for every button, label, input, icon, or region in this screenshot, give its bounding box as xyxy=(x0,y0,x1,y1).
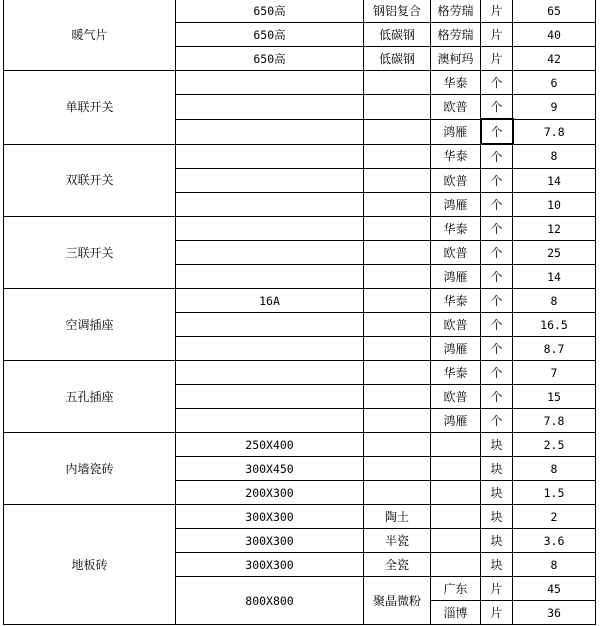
spec-cell[interactable] xyxy=(176,241,364,265)
unit-cell[interactable]: 块 xyxy=(481,457,513,481)
spec-cell[interactable]: 650高 xyxy=(176,23,364,47)
unit-cell[interactable]: 块 xyxy=(481,481,513,505)
material-cell[interactable] xyxy=(364,313,431,337)
brand-cell[interactable] xyxy=(431,481,481,505)
material-cell[interactable]: 低碳钢 xyxy=(364,47,431,71)
price-cell[interactable]: 36 xyxy=(513,601,596,625)
brand-cell[interactable]: 欧普 xyxy=(431,95,481,120)
spec-cell[interactable]: 300X300 xyxy=(176,529,364,553)
brand-cell[interactable]: 鸿雁 xyxy=(431,337,481,361)
material-cell[interactable]: 聚晶微粉 xyxy=(364,577,431,625)
material-cell[interactable] xyxy=(364,457,431,481)
unit-cell[interactable]: 片 xyxy=(481,23,513,47)
spec-cell[interactable]: 650高 xyxy=(176,47,364,71)
unit-cell[interactable]: 个 xyxy=(481,95,513,120)
price-cell[interactable]: 7.8 xyxy=(513,119,596,144)
brand-cell[interactable]: 淄博 xyxy=(431,601,481,625)
unit-cell[interactable]: 片 xyxy=(481,0,513,23)
brand-cell[interactable] xyxy=(431,553,481,577)
material-cell[interactable]: 陶土 xyxy=(364,505,431,529)
unit-cell[interactable]: 个 xyxy=(481,193,513,217)
category-cell[interactable]: 暖气片 xyxy=(4,0,176,71)
spec-cell[interactable] xyxy=(176,119,364,144)
material-cell[interactable] xyxy=(364,289,431,313)
spec-cell[interactable] xyxy=(176,193,364,217)
unit-cell[interactable]: 块 xyxy=(481,529,513,553)
material-cell[interactable] xyxy=(364,337,431,361)
table-row xyxy=(4,0,596,23)
brand-cell[interactable]: 欧普 xyxy=(431,313,481,337)
spec-cell[interactable]: 16A xyxy=(176,289,364,313)
spec-cell[interactable] xyxy=(176,95,364,120)
category-cell[interactable]: 双联开关 xyxy=(4,144,176,217)
spec-cell[interactable] xyxy=(176,361,364,385)
price-cell[interactable]: 8 xyxy=(513,289,596,313)
spec-cell[interactable]: 650高 xyxy=(176,0,364,23)
price-cell[interactable]: 8 xyxy=(513,144,596,169)
spec-cell[interactable]: 300X450 xyxy=(176,457,364,481)
unit-cell[interactable]: 个 xyxy=(481,71,513,95)
brand-cell[interactable]: 鸿雁 xyxy=(431,409,481,433)
table-body xyxy=(4,0,596,625)
spec-cell[interactable] xyxy=(176,71,364,95)
unit-cell[interactable]: 片 xyxy=(481,577,513,601)
unit-cell[interactable]: 片 xyxy=(481,601,513,625)
brand-cell[interactable]: 鸿雁 xyxy=(431,193,481,217)
price-cell[interactable]: 14 xyxy=(513,265,596,289)
brand-cell[interactable] xyxy=(431,505,481,529)
price-cell[interactable]: 65 xyxy=(513,0,596,23)
category-cell[interactable]: 空调插座 xyxy=(4,289,176,361)
material-cell[interactable] xyxy=(364,361,431,385)
material-cell[interactable]: 钢铝复合 xyxy=(364,0,431,23)
table-row xyxy=(4,433,596,457)
table-row xyxy=(4,144,596,169)
material-cell[interactable]: 半瓷 xyxy=(364,529,431,553)
material-cell[interactable] xyxy=(364,95,431,120)
category-cell[interactable]: 单联开关 xyxy=(4,71,176,145)
unit-cell[interactable]: 个 xyxy=(481,169,513,193)
material-cell[interactable] xyxy=(364,385,431,409)
brand-cell[interactable]: 鸿雁 xyxy=(431,119,481,144)
table-row xyxy=(4,289,596,313)
price-cell[interactable]: 8 xyxy=(513,553,596,577)
category-cell[interactable]: 内墙瓷砖 xyxy=(4,433,176,505)
unit-cell[interactable]: 个 xyxy=(481,385,513,409)
price-cell[interactable]: 8.7 xyxy=(513,337,596,361)
spec-cell[interactable] xyxy=(176,144,364,169)
material-cell[interactable] xyxy=(364,217,431,241)
spec-cell[interactable] xyxy=(176,169,364,193)
spec-cell[interactable]: 800X800 xyxy=(176,577,364,625)
material-cell[interactable] xyxy=(364,433,431,457)
price-cell[interactable]: 2.5 xyxy=(513,433,596,457)
spec-cell[interactable] xyxy=(176,265,364,289)
table-row xyxy=(4,217,596,241)
unit-cell[interactable]: 个 xyxy=(481,241,513,265)
spec-cell[interactable]: 300X300 xyxy=(176,505,364,529)
brand-cell[interactable]: 华泰 xyxy=(431,217,481,241)
unit-cell[interactable]: 个 xyxy=(481,337,513,361)
material-cell[interactable] xyxy=(364,241,431,265)
price-cell[interactable]: 45 xyxy=(513,577,596,601)
price-table xyxy=(3,0,596,625)
unit-cell[interactable]: 块 xyxy=(481,433,513,457)
category-cell[interactable]: 五孔插座 xyxy=(4,361,176,433)
spec-cell[interactable] xyxy=(176,385,364,409)
category-cell[interactable]: 地板砖 xyxy=(4,505,176,625)
material-cell[interactable] xyxy=(364,193,431,217)
spec-cell[interactable]: 200X300 xyxy=(176,481,364,505)
price-cell[interactable]: 14 xyxy=(513,169,596,193)
category-cell[interactable]: 三联开关 xyxy=(4,217,176,289)
brand-cell[interactable]: 鸿雁 xyxy=(431,265,481,289)
brand-cell[interactable]: 华泰 xyxy=(431,361,481,385)
brand-cell[interactable]: 欧普 xyxy=(431,169,481,193)
price-cell[interactable]: 1.5 xyxy=(513,481,596,505)
price-cell[interactable]: 10 xyxy=(513,193,596,217)
table-row xyxy=(4,71,596,95)
spec-cell[interactable]: 300X300 xyxy=(176,553,364,577)
brand-cell[interactable]: 澳柯玛 xyxy=(431,47,481,71)
unit-cell[interactable]: 个 xyxy=(481,409,513,433)
spec-cell[interactable] xyxy=(176,337,364,361)
unit-cell[interactable]: 个 xyxy=(481,313,513,337)
unit-cell[interactable]: 个 xyxy=(481,217,513,241)
material-cell[interactable] xyxy=(364,409,431,433)
unit-cell[interactable]: 片 xyxy=(481,47,513,71)
brand-cell[interactable]: 欧普 xyxy=(431,241,481,265)
material-cell[interactable] xyxy=(364,71,431,95)
price-cell[interactable]: 3.6 xyxy=(513,529,596,553)
price-cell[interactable]: 7.8 xyxy=(513,409,596,433)
brand-cell[interactable] xyxy=(431,457,481,481)
table-row xyxy=(4,361,596,385)
spec-cell[interactable] xyxy=(176,217,364,241)
brand-cell[interactable]: 欧普 xyxy=(431,385,481,409)
price-cell[interactable]: 7 xyxy=(513,361,596,385)
spec-cell[interactable] xyxy=(176,313,364,337)
price-cell[interactable]: 6 xyxy=(513,71,596,95)
price-cell[interactable]: 42 xyxy=(513,47,596,71)
brand-cell[interactable]: 广东 xyxy=(431,577,481,601)
price-cell[interactable]: 16.5 xyxy=(513,313,596,337)
unit-cell[interactable]: 个 xyxy=(481,265,513,289)
material-cell[interactable] xyxy=(364,265,431,289)
unit-cell[interactable]: 块 xyxy=(481,553,513,577)
material-cell[interactable] xyxy=(364,119,431,144)
brand-cell[interactable] xyxy=(431,529,481,553)
material-cell[interactable]: 全瓷 xyxy=(364,553,431,577)
unit-cell[interactable]: 个 xyxy=(481,119,513,144)
price-cell[interactable]: 25 xyxy=(513,241,596,265)
unit-cell[interactable]: 块 xyxy=(481,505,513,529)
unit-cell[interactable]: 个 xyxy=(481,289,513,313)
price-cell[interactable]: 40 xyxy=(513,23,596,47)
brand-cell[interactable]: 格劳瑞 xyxy=(431,23,481,47)
brand-cell[interactable] xyxy=(431,433,481,457)
material-cell[interactable] xyxy=(364,169,431,193)
material-cell[interactable]: 低碳钢 xyxy=(364,23,431,47)
table-row xyxy=(4,505,596,529)
price-cell[interactable]: 12 xyxy=(513,217,596,241)
brand-cell[interactable]: 华泰 xyxy=(431,71,481,95)
unit-cell[interactable]: 个 xyxy=(481,144,513,169)
price-cell[interactable]: 8 xyxy=(513,457,596,481)
spec-cell[interactable]: 250X400 xyxy=(176,433,364,457)
spec-cell[interactable] xyxy=(176,409,364,433)
material-cell[interactable] xyxy=(364,481,431,505)
price-cell[interactable]: 9 xyxy=(513,95,596,120)
unit-cell[interactable]: 个 xyxy=(481,361,513,385)
brand-cell[interactable]: 华泰 xyxy=(431,144,481,169)
brand-cell[interactable]: 华泰 xyxy=(431,289,481,313)
price-cell[interactable]: 2 xyxy=(513,505,596,529)
price-cell[interactable]: 15 xyxy=(513,385,596,409)
brand-cell[interactable]: 格劳瑞 xyxy=(431,0,481,23)
material-cell[interactable] xyxy=(364,144,431,169)
